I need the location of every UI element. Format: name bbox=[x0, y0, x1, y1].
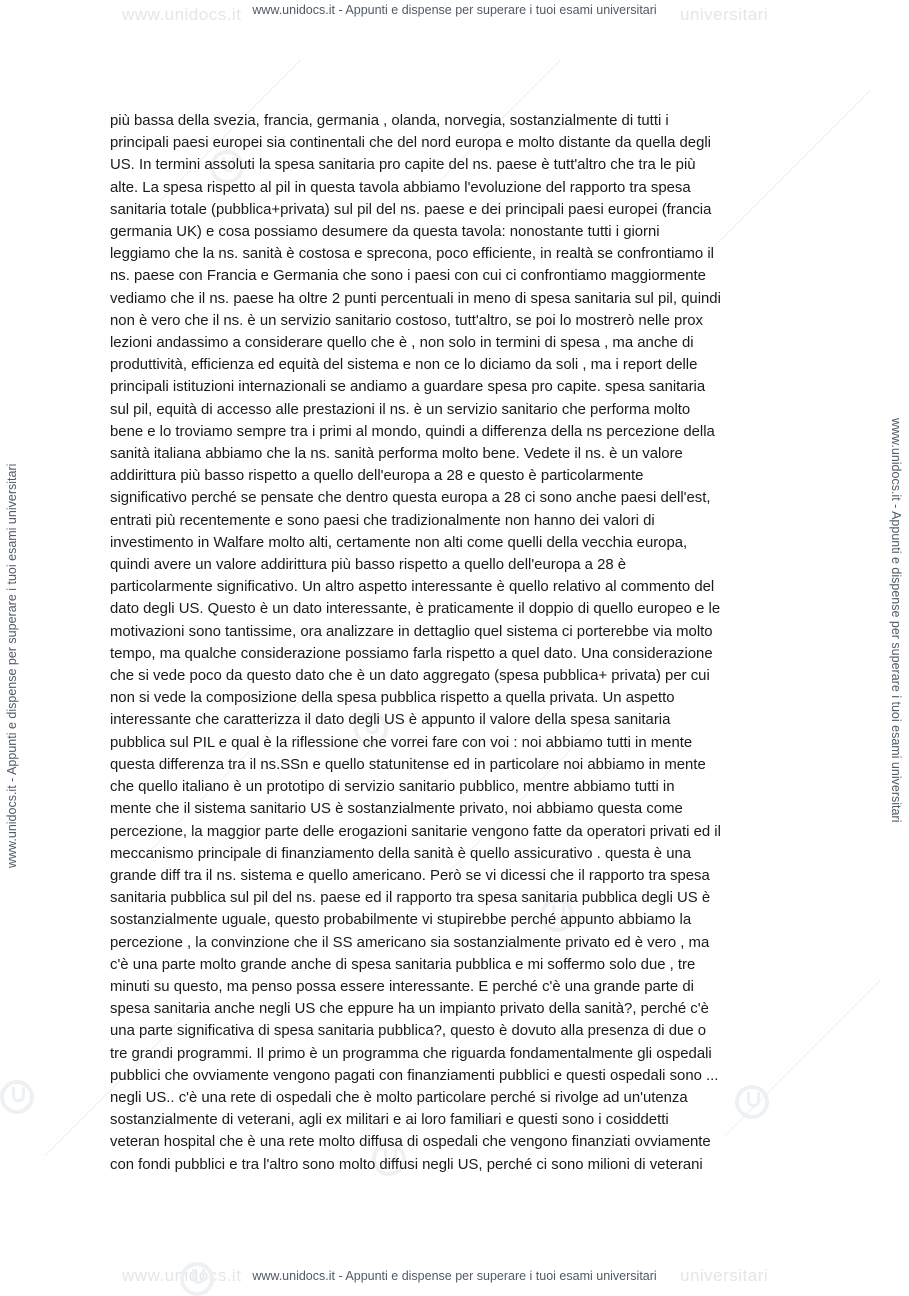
text-line: motivazioni sono tantissime, ora analizzare in dettaglio quel sistema ci porterebbe via molto bbox=[110, 623, 713, 640]
text-line: percezione , la convinzione che il SS americano sia sostanzialmente privato ed è vero , ma bbox=[110, 934, 710, 951]
text-line: particolarmente significativo. Un altro aspetto interessante è quello relativo al commento del bbox=[110, 579, 715, 596]
watermark-footer: www.unidocs.it - Appunti e dispense per superare i tuoi esami universitari bbox=[252, 1269, 657, 1283]
text-line: ns. paese con Francia e Germania che sono i paesi con cui ci confrontiamo maggiormente bbox=[110, 268, 706, 285]
text-line: non è vero che il ns. è un servizio sanitario costoso, tutt'altro, se poi lo mostrerò nelle prox bbox=[110, 312, 703, 329]
watermark-faint-bottom-right: universitari bbox=[680, 1266, 769, 1285]
text-line: tre grandi programmi. Il primo è un programma che riguarda fondamentalmente gli ospedali bbox=[110, 1045, 712, 1062]
text-line: una parte significativa di spesa sanitaria pubblica?, questo è dovuto alla presenza di due o bbox=[110, 1023, 707, 1040]
text-line: principali paesi europei sia continentali che del nord europa e molto distante da quella degli bbox=[110, 135, 711, 152]
watermark-side-left: www.unidocs.it - Appunti e dispense per superare i tuoi esami universitari bbox=[5, 463, 19, 868]
text-line: spesa sanitaria anche negli US che eppure ha un impianto privato della sanità?, perché c'è bbox=[110, 1001, 709, 1018]
watermark-faint-top-right: universitari bbox=[680, 5, 769, 24]
text-line: questa differenza tra il ns.SSn e quello statunitense ed in particolare noi abbiamo in mente bbox=[110, 756, 706, 773]
text-line: investimento in Walfare molto alti, certamente non alti come quelli della vecchia europa, bbox=[110, 534, 688, 551]
text-line: addirittura più basso rispetto a quello dell'europa a 28 e questo è particolarmente bbox=[110, 468, 644, 485]
text-line: più bassa della svezia, francia, germania , olanda, norvegia, sostanzialmente di tutti i bbox=[110, 113, 669, 129]
text-line: che si vede poco da questo dato che è un dato aggregato (spesa pubblica+ privata) per cui bbox=[110, 668, 710, 685]
text-line: principali istituzioni internazionali se andiamo a guardare spesa pro capite. spesa sanitaria bbox=[110, 379, 706, 396]
text-line: con fondi pubblici e tra l'altro sono molto diffusi negli US, perché ci sono milioni di veterani bbox=[110, 1156, 703, 1173]
text-line: dato degli US. Questo è un dato interessante, è praticamente il doppio di quello europeo e le bbox=[110, 601, 721, 618]
text-line: bene e lo troviamo sempre tra i primi al mondo, quindi a differenza della ns percezione della bbox=[110, 423, 715, 440]
text-line: negli US.. c'è una rete di ospedali che è molto particolare perché si rivolge ad un'utenza bbox=[110, 1089, 688, 1106]
text-line: interessante che caratterizza il dato degli US è appunto il valore della spesa sanitaria bbox=[110, 712, 671, 729]
watermark-faint-top-left: www.unidocs.it bbox=[122, 5, 242, 24]
text-line: tempo, ma qualche considerazione possiamo farla rispetto a quel dato. Una considerazione bbox=[110, 645, 713, 662]
text-line: germania UK) e cosa possiamo desumere da questa tavola: nonostante tutti i giorni bbox=[110, 224, 660, 241]
text-line: leggiamo che la ns. sanità è costosa e sprecona, poco efficiente, in realtà se confrontiamo il bbox=[110, 246, 714, 263]
unidocs-logo-icon bbox=[0, 1080, 34, 1114]
watermark-header: www.unidocs.it - Appunti e dispense per superare i tuoi esami universitari bbox=[252, 3, 657, 17]
text-line: lezioni andassimo a considerare quello che è , non solo in termini di spesa , ma anche di bbox=[110, 335, 694, 352]
text-line: entrati più recentemente e sono paesi che tradizionalmente non hanno dei valori di bbox=[110, 512, 655, 529]
text-line: sanitaria pubblica sul pil del ns. paese ed il rapporto tra spesa sanitaria pubblica degli US è bbox=[110, 890, 711, 907]
watermark-faint-bottom-left: www.unidocs.it bbox=[122, 1266, 242, 1285]
text-line: pubblici che ovviamente vengono pagati con finanziamenti pubblici e questi ospedali sono ... bbox=[110, 1067, 719, 1084]
text-line: c'è una parte molto grande anche di spesa sanitaria pubblica e mi soffermo solo due , tre bbox=[110, 956, 696, 973]
text-line: sanità italiana abbiamo che la ns. sanità performa molto bene. Vedete il ns. è un valore bbox=[110, 446, 683, 463]
document-body bbox=[110, 110, 810, 1176]
text-line: significativo perché se pensate che dentro questa europa a 28 ci sono anche paesi dell'est, bbox=[110, 490, 711, 507]
text-line: alte. La spesa rispetto al pil in questa tavola abbiamo l'evoluzione del rapporto tra spesa bbox=[110, 179, 691, 196]
text-line: vediamo che il ns. paese ha oltre 2 punti percentuali in meno di spesa sanitaria sul pil, quindi bbox=[110, 290, 721, 307]
text-line: mente che il sistema sanitario US è sostanzialmente privato, noi abbiamo questa come bbox=[110, 801, 683, 818]
text-line: che quello italiano è un prototipo di servizio sanitario pubblico, mentre abbiamo tutti in bbox=[110, 779, 675, 796]
watermark-side-right: www.unidocs.it - Appunti e dispense per superare i tuoi esami universitari bbox=[889, 418, 903, 823]
text-line: sanitaria totale (pubblica+privata) sul pil del ns. paese e dei principali paesi europei (francia bbox=[110, 201, 712, 218]
text-line: meccanismo principale di finanziamento della sanità è quello assicurativo . questa è una bbox=[110, 845, 692, 862]
text-line: quindi avere un valore addirittura più basso rispetto a quello dell'europa a 28 è bbox=[110, 557, 627, 574]
body-paragraph bbox=[110, 110, 810, 1176]
text-line: minuti su questo, ma penso possa essere interessante. E perché c'è una grande parte di bbox=[110, 978, 694, 995]
text-line: non si vede la composizione della spesa pubblica rispetto a quella privata. Un aspetto bbox=[110, 690, 675, 707]
text-line: sostanzialmente uguale, questo probabilmente vi stupirebbe perché appunto abbiamo la bbox=[110, 912, 692, 929]
text-line: produttività, efficienza ed equità del sistema e non ce lo diciamo da soli , ma i report delle bbox=[110, 357, 698, 374]
text-line: pubblica sul PIL e qual è la riflessione che vorrei fare con voi : noi abbiamo tutti in mente bbox=[110, 734, 693, 751]
text-line: sostanzialmente di veterani, agli ex militari e ai loro familiari e questi sono i cosiddetti bbox=[110, 1112, 669, 1129]
text-line: veteran hospital che è una rete molto diffusa di ospedali che vengono finanziati ovviamente bbox=[110, 1134, 711, 1151]
text-line: sul pil, equità di accesso alle prestazioni il ns. è un servizio sanitario che performa molto bbox=[110, 401, 691, 418]
text-line: grande diff tra il ns. sistema e quello americano. Però se vi dicessi che il rapporto tra spesa bbox=[110, 867, 710, 884]
text-line: percezione, la maggior parte delle erogazioni sanitarie vengono fatte da operatori privati ed il bbox=[110, 823, 721, 840]
text-line: US. In termini assoluti la spesa sanitaria pro capite del ns. paese è tutt'altro che tra le più bbox=[110, 157, 696, 174]
